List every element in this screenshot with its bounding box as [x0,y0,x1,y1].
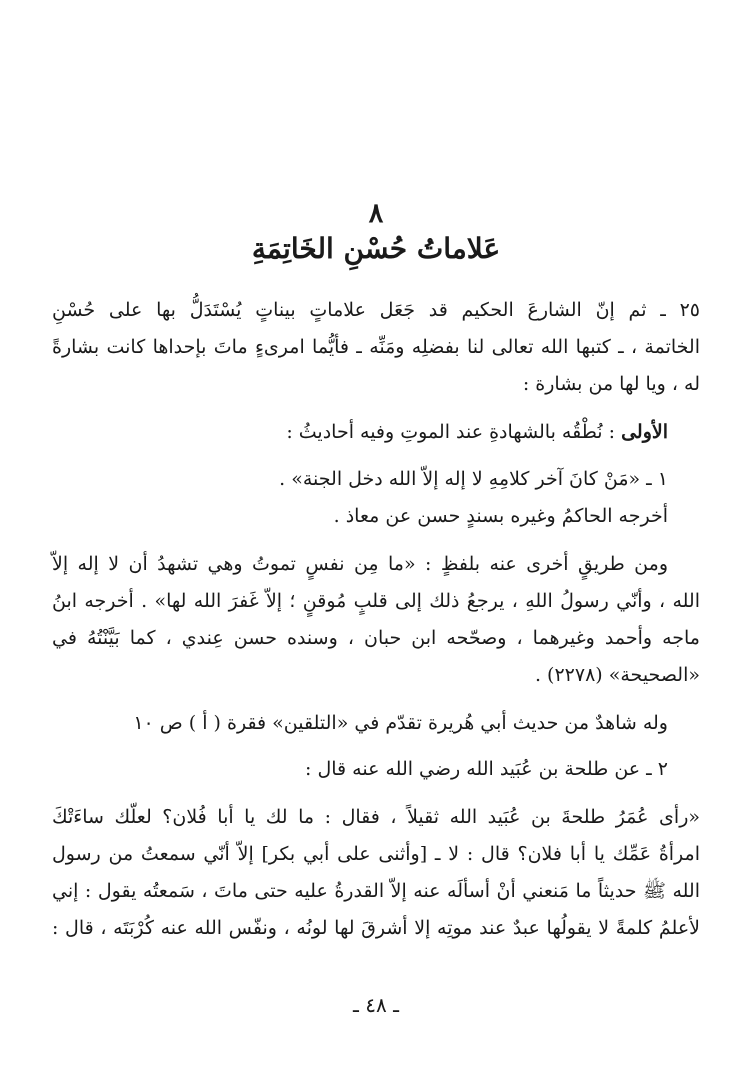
body-text [52,0,700,1085]
line-text: له ، ويا لها من بشارة : [522,373,700,395]
text-line [279,461,668,498]
text-line [523,366,700,403]
text-line [535,657,700,694]
line-text: امرأةُ عَمِّك يا أبا فلان؟ قال : لا ـ [وأثنى على أبي بكر] إلاّ أنّي سمعتُ من رسول [52,843,700,865]
line-text: ٢٥ ـ ثم إنّ الشارعَ الحكيم قد جَعَل علاماتٍ بيناتٍ يُسْتَدَلُّ بها على حُسْنِ [52,299,700,321]
line-text: أخرجه الحاكمُ وغيره بسندٍ حسن عن معاذ . [333,505,668,527]
line-text: : نُطْقُه بالشهادةِ عند الموتِ وفيه أحاديثُ : [286,421,622,443]
line-text: الخاتمة ، ـ كتبها الله تعالى لنا بفضلِه ومَنِّه ـ فأيُّما امرىءٍ ماتَ بإحداها كانت بشارةً [52,336,700,358]
text-line [52,292,700,329]
text-line [286,414,668,451]
line-text: ماجه وأحمد وغيرهما ، وصحّحه ابن حبان ، وسنده حسن عِندي ، كما بَيَّنْتُهُ في [52,627,700,649]
chapter-title: عَلاماتُ حُسْنِ الخَاتِمَةِ [251,232,501,265]
bold-lead-word: الأولى [621,421,668,443]
page-number: ـ ٤٨ ـ [353,993,399,1017]
line-text: وله شاهدٌ من حديث أبي هُريرة تقدّم في «التلقين» فقرة ( أ ) ص ١٠ [133,712,668,734]
text-line [52,836,700,873]
text-line [52,329,700,366]
text-line [52,910,700,947]
text-line [133,705,668,742]
line-text: «رأى عُمَرُ طلحةَ بن عُبَيد الله ثقيلاً ، فقال : ما لك يا أبا فُلان؟ لعلّك ساءَتْكَ [52,806,700,828]
line-text: لأعلمُ كلمةً لا يقولُها عبدٌ عند موتِه إلا أشرقَ لها لونُه ، ونفّس الله عنه كُرْبَتَه ، قال : [52,917,700,939]
line-text: الله ، وأنّي رسولُ اللهِ ، يرجعُ ذلك إلى قلبٍ مُوقنٍ ؛ إلاّ غَفرَ الله لها» . أخرجه ابنُ [52,590,700,612]
line-text: «الصحيحة» (٢٢٧٨) . [534,664,700,686]
text-line [52,873,700,910]
line-text: الله ﷺ حديثاً ما مَنعني أنْ أسألَه عنه إلاّ القدرةُ عليه حتى ماتَ ، سَمعتُه يقول : إني [52,880,700,902]
text-line [52,620,700,657]
text-line [334,498,668,535]
text-line [52,799,700,836]
text-line [52,583,700,620]
line-text: ١ ـ «مَنْ كانَ آخر كلامِهِ لا إله إلاّ الله دخل الجنة» . [279,468,668,490]
chapter-number: ٨ [368,198,384,229]
text-line [52,546,668,583]
line-text: ومن طريقٍ أخرى عنه بلفظٍ : «ما مِن نفسٍ تموتُ وهي تشهدُ أن لا إله إلاّ [52,553,668,575]
text-line [305,751,668,788]
line-text: ٢ ـ عن طلحة بن عُبَيد الله رضي الله عنه قال : [305,758,668,780]
